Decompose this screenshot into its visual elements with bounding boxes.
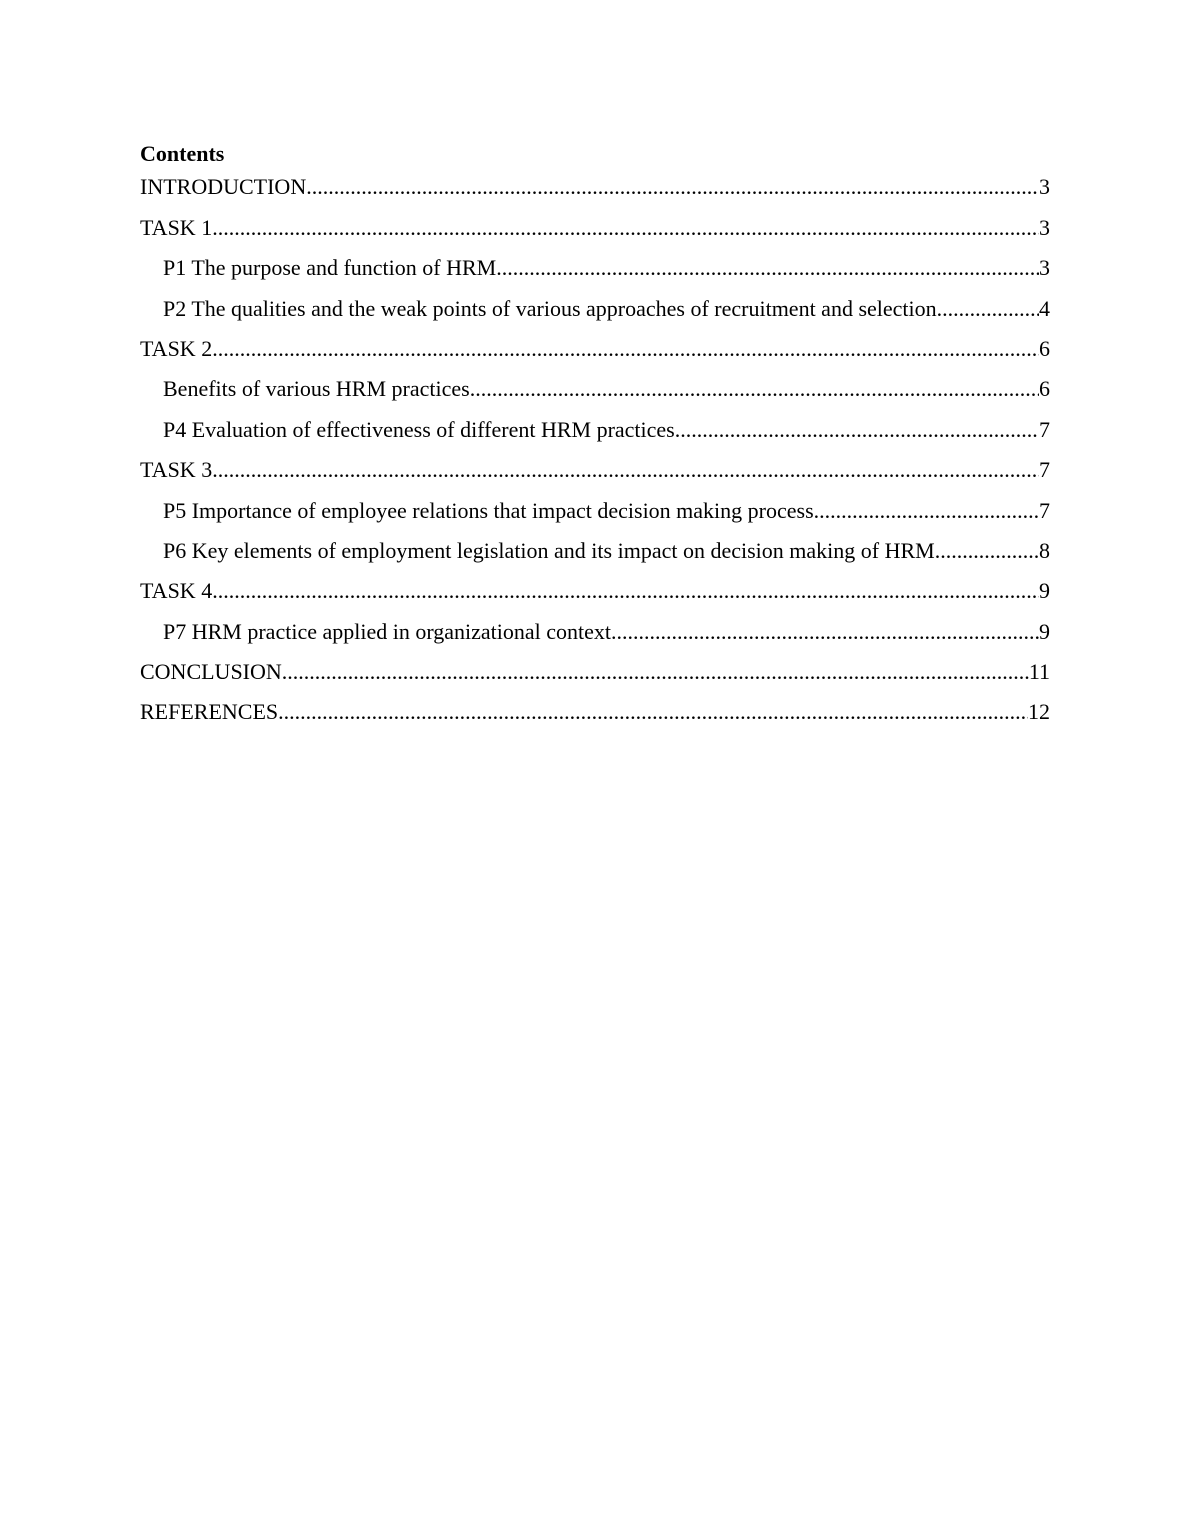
toc-dot-leader	[937, 296, 1039, 322]
toc-dot-leader	[212, 578, 1039, 604]
toc-entry[interactable]	[140, 376, 1050, 402]
toc-entry[interactable]	[140, 255, 1050, 281]
toc-dot-leader	[814, 498, 1039, 524]
toc-entry-label: P1 The purpose and function of HRM	[163, 255, 497, 281]
toc-entry[interactable]	[140, 457, 1050, 483]
toc-entry[interactable]	[140, 296, 1050, 322]
toc-dot-leader	[212, 457, 1039, 483]
toc-entry[interactable]	[140, 215, 1050, 241]
toc-entry-label: TASK 4	[140, 578, 213, 604]
toc-entry-page-number: 7	[1039, 497, 1050, 523]
toc-entry-page-number: 3	[1039, 214, 1050, 240]
toc-entry-page-number: 9	[1039, 618, 1050, 644]
toc-entry[interactable]	[140, 619, 1050, 645]
toc-entry-page-number: 12	[1028, 699, 1050, 725]
toc-entry-page-number: 4	[1039, 295, 1050, 321]
toc-entry-label: P4 Evaluation of effectiveness of different HRM practices	[163, 416, 675, 442]
toc-entry[interactable]	[140, 498, 1050, 524]
toc-entry-label: TASK 2	[140, 335, 213, 361]
toc-entry[interactable]	[140, 174, 1050, 200]
toc-entry[interactable]	[140, 336, 1050, 362]
table-of-contents	[140, 174, 1050, 725]
toc-entry-label: P5 Importance of employee relations that impact decision making process	[163, 497, 814, 523]
toc-entry-page-number: 6	[1039, 376, 1050, 402]
contents-heading: Contents	[140, 141, 225, 166]
toc-entry-label: P7 HRM practice applied in organizational context	[163, 618, 612, 644]
toc-entry-page-number: 3	[1039, 174, 1050, 200]
toc-dot-leader	[470, 376, 1039, 402]
toc-dot-leader	[212, 336, 1039, 362]
toc-dot-leader	[212, 215, 1039, 241]
toc-dot-leader	[496, 255, 1039, 281]
toc-entry-label: REFERENCES	[140, 699, 279, 725]
toc-dot-leader	[675, 417, 1039, 443]
toc-entry[interactable]	[140, 417, 1050, 443]
toc-entry[interactable]	[140, 538, 1050, 564]
toc-entry-page-number: 9	[1039, 578, 1050, 604]
toc-dot-leader	[611, 619, 1039, 645]
toc-entry-page-number: 7	[1039, 457, 1050, 483]
toc-entry-label: CONCLUSION	[140, 659, 282, 685]
toc-entry-label: Benefits of various HRM practices	[163, 376, 470, 402]
toc-dot-leader	[935, 538, 1039, 564]
toc-entry-page-number: 8	[1039, 537, 1050, 563]
toc-entry[interactable]	[140, 659, 1050, 685]
toc-entry-label: P2 The qualities and the weak points of various approaches of recruitment and selection	[163, 295, 937, 321]
toc-entry-label: P6 Key elements of employment legislation and its impact on decision making of HRM	[163, 537, 935, 563]
toc-entry-page-number: 7	[1039, 416, 1050, 442]
toc-dot-leader	[282, 659, 1029, 685]
toc-entry-page-number: 6	[1039, 335, 1050, 361]
toc-entry-label: INTRODUCTION	[140, 174, 307, 200]
toc-entry-label: TASK 1	[140, 214, 213, 240]
toc-entry[interactable]	[140, 699, 1050, 725]
toc-entry-label: TASK 3	[140, 457, 213, 483]
toc-entry-page-number: 3	[1039, 255, 1050, 281]
toc-entry-page-number: 11	[1028, 659, 1050, 685]
toc-entry[interactable]	[140, 578, 1050, 604]
toc-dot-leader	[306, 174, 1039, 200]
toc-dot-leader	[278, 699, 1028, 725]
